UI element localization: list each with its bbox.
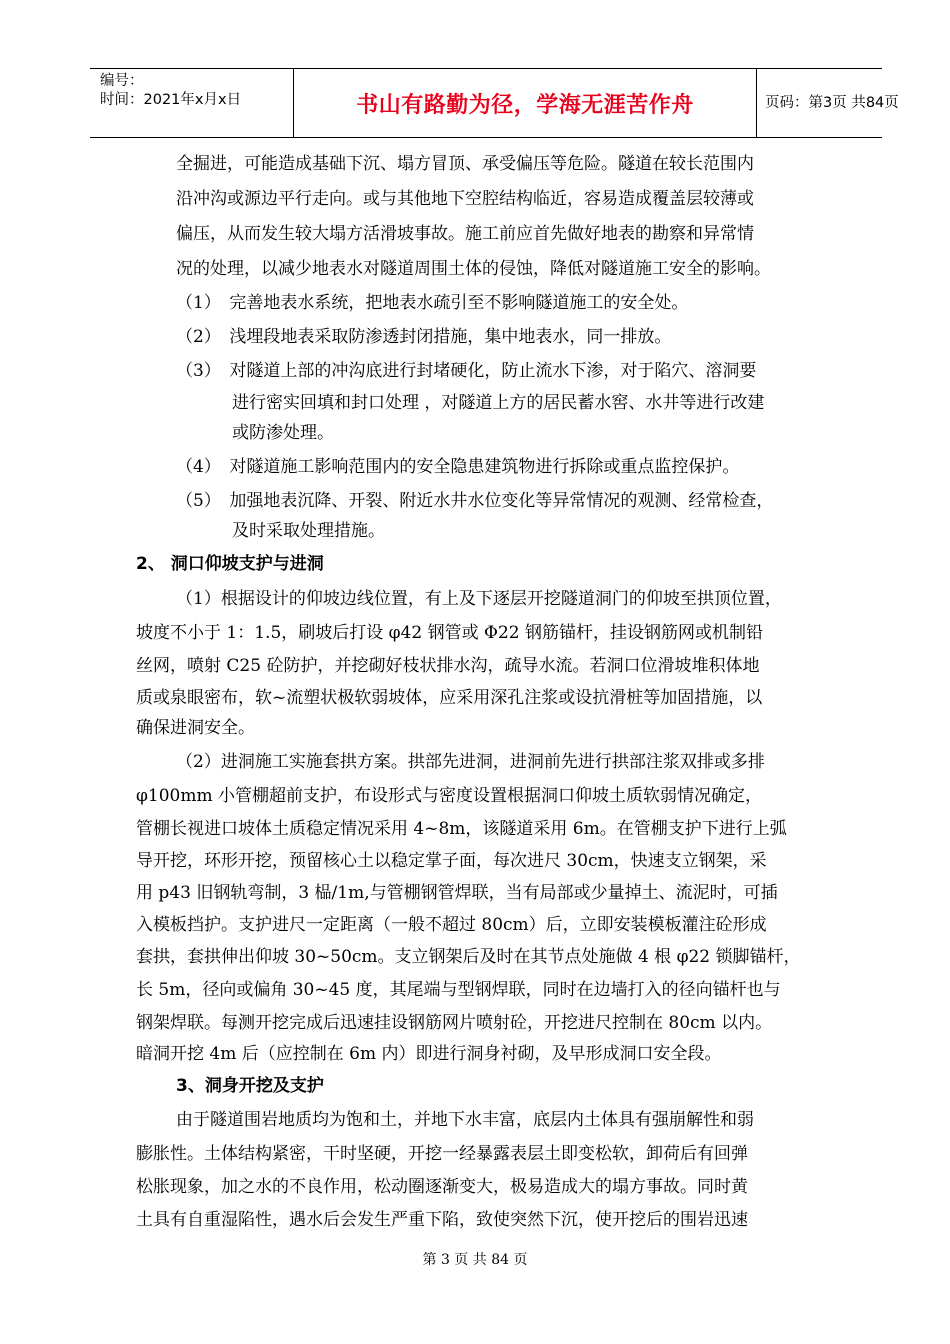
list-item: （1） 完善地表水系统，把地表水疏引至不影响隧道施工的安全处。 — [176, 293, 689, 313]
list-item: （5） 加强地表沉降、开裂、附近水井水位变化等异常情况的观测、经常检查， — [176, 491, 774, 511]
body-line: 全掘进，可能造成基础下沉、塌方冒顶、承受偏压等危险。隧道在较长范围内 — [176, 154, 754, 174]
header-meta — [90, 69, 293, 137]
body-line: 偏压，从而发生较大塌方活滑坡事故。施工前应首先做好地表的勘察和异常情 — [176, 224, 754, 244]
body-line: （1）根据设计的仰坡边线位置，有上及下逐层开挖隧道洞门的仰坡至拱顶位置， — [176, 589, 782, 609]
body-line: 坡度不小于 1：1.5，刷坡后打设 φ42 钢管或 Φ22 钢筋锚杆，挂设钢筋网或机制铅 — [136, 623, 763, 643]
body-line: 用 p43 旧钢轨弯制，3 榀/1m,与管棚钢管焊联，当有局部或少量掉土、流泥时，可插 — [136, 883, 778, 903]
header-page-number: 页码：第3页 共84页 — [765, 94, 899, 111]
list-item-continuation: 及时采取处理措施。 — [232, 521, 385, 541]
body-line: 钢架焊联。每测开挖完成后迅速挂设钢筋网片喷射砼，开挖进尺控制在 80cm 以内。 — [136, 1013, 773, 1033]
body-line: 入模板挡护。支护进尺一定距离（一般不超过 80cm）后，立即安装模板灌注砼形成 — [136, 915, 767, 935]
body-line: 暗洞开挖 4m 后（应控制在 6m 内）即进行洞身衬砌，及早形成洞口安全段。 — [136, 1044, 722, 1064]
body-line: 确保进洞安全。 — [136, 718, 255, 738]
header-motto-cell — [293, 69, 757, 137]
body-line: （2）进洞施工实施套拱方案。拱部先进洞，进洞前先进行拱部注浆双排或多排 — [176, 752, 765, 772]
list-item-continuation: 进行密实回填和封口处理 ，对隧道上方的居民蓄水窖、水井等进行改建 — [232, 393, 765, 413]
body-line: 膨胀性。土体结构紧密，干时坚硬，开挖一经暴露表层土即变松软，卸荷后有回弹 — [136, 1144, 748, 1164]
page-footer: 第 3 页 共 84 页 — [422, 1252, 528, 1268]
section-heading: 3、洞身开挖及支护 — [176, 1076, 324, 1096]
body-line: 质或泉眼密布，软~流塑状极软弱坡体，应采用深孔注浆或设抗滑桩等加固措施，以 — [136, 688, 763, 708]
body-line: 沿冲沟或源边平行走向。或与其他地下空腔结构临近，容易造成覆盖层较薄或 — [176, 189, 754, 209]
document-time-label: 时间：2021年x月x日 — [100, 92, 242, 108]
list-item: （2） 浅埋段地表采取防渗透封闭措施，集中地表水，同一排放。 — [176, 327, 672, 347]
body-line: 丝网，喷射 C25 砼防护，并挖砌好枝状排水沟，疏导水流。若洞口位滑坡堆积体地 — [136, 656, 760, 676]
body-line: 土具有自重湿陷性，遇水后会发生严重下陷，致使突然下沉，使开挖后的围岩迅速 — [136, 1210, 748, 1230]
document-number-label: 编号： — [100, 73, 144, 89]
body-line: 导开挖，环形开挖，预留核心土以稳定掌子面，每次进尺 30cm，快速支立钢架，采 — [136, 851, 767, 871]
list-item-continuation: 或防渗处理。 — [232, 423, 334, 443]
body-line: 况的处理，以减少地表水对隧道周围土体的侵蚀，降低对隧道施工安全的影响。 — [176, 259, 771, 279]
body-line: 管棚长视进口坡体土质稳定情况采用 4~8m，该隧道采用 6m。在管棚支护下进行上弧 — [136, 819, 787, 839]
header-page-cell — [756, 69, 899, 137]
page-header — [90, 68, 899, 138]
list-item: （3） 对隧道上部的冲沟底进行封堵硬化，防止流水下渗，对于陷穴、溶洞要 — [176, 361, 757, 381]
body-line: 套拱，套拱伸出仰坡 30~50cm。支立钢架后及时在其节点处施做 4 根 φ22 锁脚锚杆， — [136, 947, 801, 967]
body-line: φ100mm 小管棚超前支护，布设形式与密度设置根据洞口仰坡土质软弱情况确定， — [136, 786, 762, 806]
section-heading: 2、 洞口仰坡支护与进洞 — [136, 554, 324, 574]
body-line: 松胀现象，加之水的不良作用，松动圈逐渐变大，极易造成大的塌方事故。同时黄 — [136, 1177, 748, 1197]
list-item: （4） 对隧道施工影响范围内的安全隐患建筑物进行拆除或重点监控保护。 — [176, 457, 740, 477]
body-line: 长 5m，径向或偏角 30~45 度，其尾端与型钢焊联，同时在边墙打入的径向锚杆也与 — [136, 980, 781, 1000]
header-motto: 书山有路勤为径，学海无涯苦作舟 — [356, 92, 694, 118]
body-line: 由于隧道围岩地质均为饱和土，并地下水丰富，底层内土体具有强崩解性和弱 — [176, 1110, 754, 1130]
